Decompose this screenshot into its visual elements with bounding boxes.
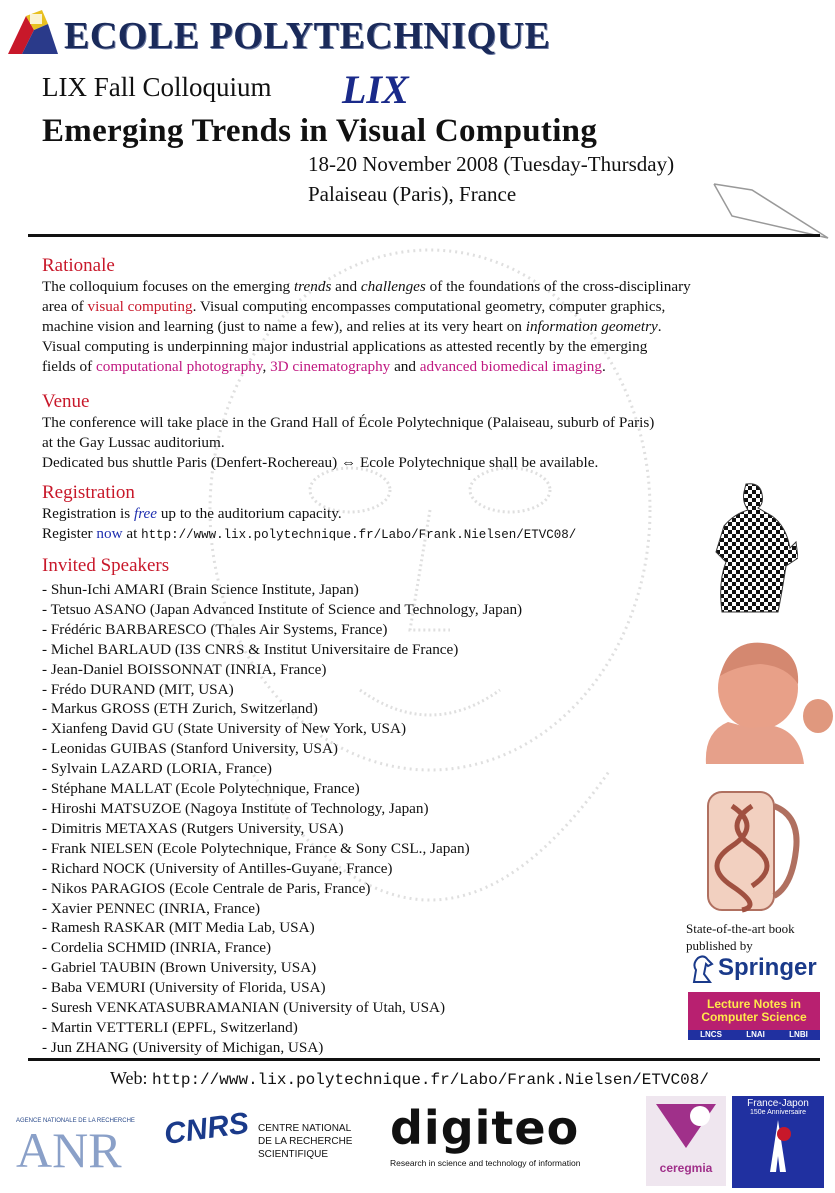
eiffel-tower-icon — [748, 1116, 808, 1176]
text: at — [122, 525, 142, 542]
registration-line — [42, 504, 800, 524]
website-url-link[interactable]: http://www.lix.polytechnique.fr/Labo/Frank.Nielsen/ETVC08/ — [152, 1071, 709, 1089]
speaker-item: - Markus GROSS (ETH Zurich, Switzerland) — [42, 700, 318, 718]
visual-computing-link[interactable]: visual computing — [87, 298, 193, 315]
anr-text: ANR — [16, 1122, 122, 1178]
text: information geometry — [525, 318, 658, 335]
text: . Visual computing encompasses computational geometry, computer graphics, — [192, 298, 666, 315]
cnrs-line: CENTRE NATIONAL — [258, 1123, 352, 1134]
speakers-heading: Invited Speakers — [42, 555, 170, 576]
knot-mug-image — [702, 786, 802, 916]
fj-text: 150e Anniversaire — [749, 1109, 807, 1116]
ceregmia-triangle-icon — [646, 1096, 726, 1156]
digiteo-text: digiteo — [390, 1101, 580, 1155]
rationale-text — [42, 277, 800, 377]
register-now-link[interactable]: now — [96, 525, 123, 542]
speaker-item: - Shun-Ichi AMARI (Brain Science Institute, Japan) — [42, 581, 359, 598]
speaker-item: - Frédo DURAND (MIT, USA) — [42, 680, 234, 698]
ceregmia-text: ceregmia — [659, 1161, 713, 1175]
speaker-item: - Jean-Daniel BOISSONNAT (INRIA, France) — [42, 660, 327, 678]
cnrs-text: CNRS — [162, 1106, 251, 1152]
text: Visual computing is underpinning major industrial applications as attested recently by the emerging — [42, 338, 648, 355]
decorative-arrow-icon — [712, 180, 830, 240]
fj-text: France-Japon — [747, 1098, 809, 1109]
venue-line: Dedicated bus shuttle Paris (Denfert-Rochereau) ⇔ Ecole Polytechnique shall be available. — [42, 454, 599, 471]
speaker-item: - Baba VEMURI (University of Florida, USA) — [42, 979, 326, 997]
sculpted-bust-image — [700, 636, 834, 766]
springer-horse-icon — [690, 954, 714, 984]
registration-heading: Registration — [42, 482, 135, 503]
text: . — [601, 358, 606, 375]
text: and — [331, 278, 361, 295]
registration-section — [42, 482, 800, 545]
speakers-list — [42, 580, 522, 1058]
speaker-item: - Suresh VENKATASUBRAMANIAN (University of Utah, USA) — [42, 999, 446, 1017]
anr-logo — [16, 1118, 166, 1178]
speaker-item: - Xianfeng David GU (State University of New York, USA) — [42, 720, 407, 738]
speaker-item: - Martin VETTERLI (EPFL, Switzerland) — [42, 1018, 298, 1036]
checkered-statue-image — [712, 482, 798, 614]
rationale-heading: Rationale — [42, 255, 115, 276]
lncs-tags — [688, 1030, 820, 1040]
computational-photography-link[interactable]: computational photography — [96, 358, 263, 375]
lncs-tag: LNBI — [789, 1030, 808, 1039]
text: and — [390, 358, 420, 375]
page-title: Emerging Trends in Visual Computing — [42, 113, 598, 149]
speaker-item: - Frank NIELSEN (Ecole Polytechnique, France & Sony CSL., Japan) — [42, 839, 470, 857]
lix-logo-text: LIX — [342, 67, 409, 112]
cnrs-line: DE LA RECHERCHE — [258, 1136, 353, 1147]
event-place: Palaiseau (Paris), France — [308, 182, 517, 206]
text: challenges — [360, 278, 426, 295]
polytechnique-emblem-icon — [8, 10, 58, 54]
speaker-item: - Jun ZHANG (University of Michigan, USA) — [42, 1038, 324, 1056]
speaker-item: - Leonidas GUIBAS (Stanford University, USA) — [42, 740, 338, 758]
rationale-section — [42, 255, 800, 377]
venue-line: at the Gay Lussac auditorium. — [42, 434, 225, 451]
text: up to the auditorium capacity. — [157, 505, 342, 522]
speaker-item: - Gabriel TAUBIN (Brown University, USA) — [42, 959, 317, 977]
lncs-tag: LNAI — [746, 1030, 765, 1039]
text: , — [262, 358, 271, 375]
event-dates: 18-20 November 2008 (Tuesday-Thursday) — [308, 152, 675, 176]
lncs-logo — [688, 992, 820, 1040]
springer-logo — [690, 952, 820, 986]
speaker-item: - Dimitris METAXAS (Rutgers University, USA) — [42, 819, 344, 837]
cnrs-line: SCIENTIFIQUE — [258, 1149, 329, 1160]
france-japon-logo — [732, 1096, 824, 1188]
book-caption — [686, 920, 816, 954]
cnrs-name — [258, 1122, 352, 1161]
digiteo-tagline: Research in science and technology of information — [390, 1158, 581, 1168]
speaker-item: - Xavier PENNEC (INRIA, France) — [42, 899, 261, 917]
speaker-item: - Hiroshi MATSUZOE (Nagoya Institute of Technology, Japan) — [42, 799, 429, 817]
text: Registration is — [42, 505, 134, 522]
text: The colloquium focuses on the emerging — [42, 278, 294, 295]
footer-divider — [28, 1058, 820, 1061]
book-caption-line: published by — [686, 938, 753, 953]
text: trends — [293, 278, 332, 295]
venue-line: The conference will take place in the Grand Hall of École Polytechnique (Palaiseau, suburb of Paris) — [42, 414, 655, 431]
anr-small-text: AGENCE NATIONALE DE LA RECHERCHE — [16, 1118, 135, 1124]
cnrs-logo — [164, 1098, 254, 1168]
registration-url-link[interactable]: http://www.lix.polytechnique.fr/Labo/Frank.Nielsen/ETVC08/ — [141, 528, 577, 542]
text: . — [657, 318, 662, 335]
colloquium-label: LIX Fall Colloquium — [42, 72, 272, 102]
speaker-item: - Cordelia SCHMID (INRIA, France) — [42, 939, 272, 957]
text: machine vision and learning (just to name a few), and relies at its very heart on — [42, 318, 526, 335]
lix-logo — [342, 66, 409, 113]
speaker-item: - Richard NOCK (University of Antilles-Guyane, France) — [42, 859, 393, 877]
text: fields of — [42, 358, 96, 375]
lncs-line: Computer Science — [701, 1010, 807, 1024]
institution-logo-text: ECOLE POLYTECHNIQUE — [64, 15, 551, 57]
web-label: Web: — [110, 1068, 153, 1088]
text: Register — [42, 525, 97, 542]
book-caption-line: State-of-the-art book — [686, 921, 795, 936]
text: of the foundations of the cross-disciplinary — [425, 278, 691, 295]
speaker-item: - Tetsuo ASANO (Japan Advanced Institute of Science and Technology, Japan) — [42, 600, 523, 618]
text: free — [133, 505, 158, 522]
biomedical-imaging-link[interactable]: advanced biomedical imaging — [419, 358, 602, 375]
speaker-item: - Michel BARLAUD (I3S CNRS & Institut Universitaire de France) — [42, 640, 459, 658]
lncs-tag: LNCS — [700, 1030, 722, 1039]
lncs-line: Lecture Notes in — [706, 997, 802, 1011]
speaker-item: - Nikos PARAGIOS (Ecole Centrale de Paris, France) — [42, 879, 371, 897]
speaker-item: - Ramesh RASKAR (MIT Media Lab, USA) — [42, 919, 315, 937]
ceregmia-logo — [646, 1096, 726, 1186]
speaker-item: - Stéphane MALLAT (Ecole Polytechnique, France) — [42, 780, 360, 798]
speaker-item: - Sylvain LAZARD (LORIA, France) — [42, 760, 272, 778]
venue-section — [42, 391, 800, 473]
3d-cinematography-link[interactable]: 3D cinematography — [270, 358, 391, 375]
venue-heading: Venue — [42, 391, 90, 412]
text: area of — [42, 298, 88, 315]
speaker-item: - Frédéric BARBARESCO (Thales Air Systems, France) — [42, 620, 388, 638]
springer-text: Springer — [718, 954, 817, 981]
digiteo-logo — [390, 1098, 630, 1178]
registration-line — [42, 524, 800, 545]
website-line — [110, 1068, 709, 1089]
